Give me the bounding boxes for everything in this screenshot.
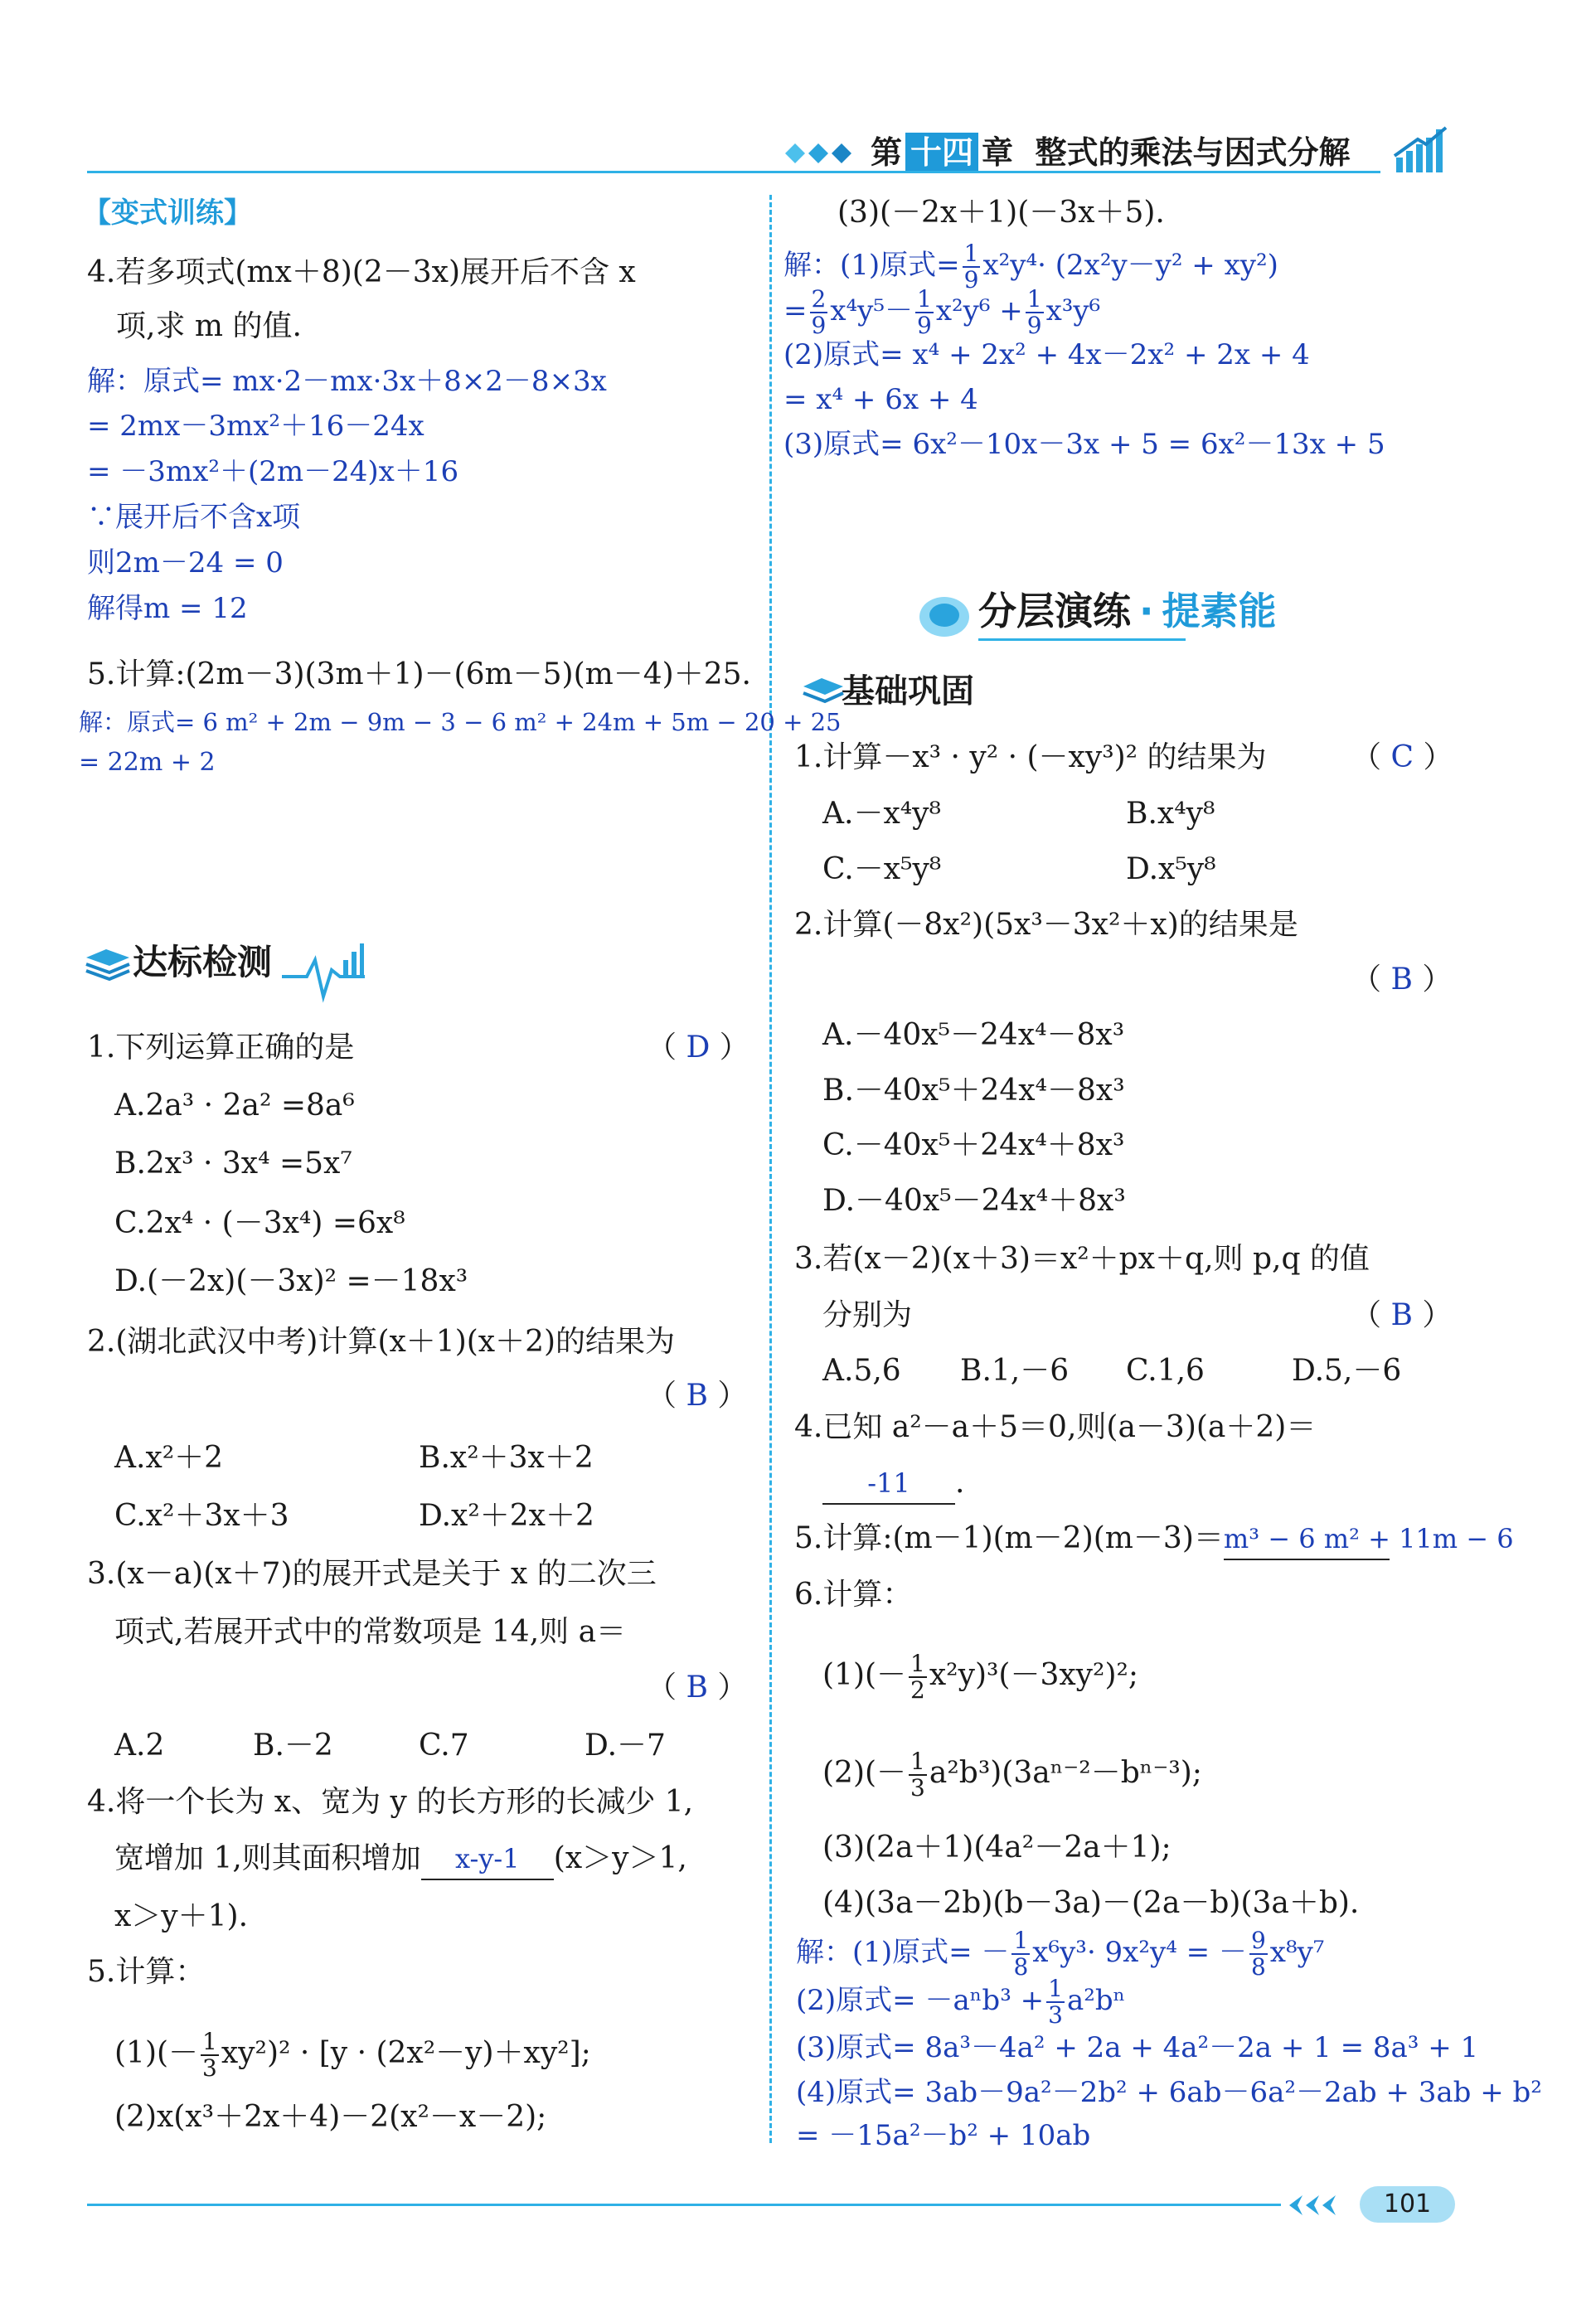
- j6-part3: (3)(2a＋1)(4a²－2a＋1);: [822, 1831, 1172, 1865]
- d5-part2: (2)x(x³＋2x＋4)－2(x²－x－2);: [114, 2100, 547, 2134]
- fenceng-label: 分层演练: [978, 589, 1131, 633]
- chapter-number: 十四: [905, 133, 978, 172]
- denominator: 3: [1048, 2001, 1063, 2029]
- d4-stem-line1: 4.将一个长为 x、宽为 y 的长方形的长减少 1,: [87, 1785, 694, 1819]
- fraction: [1249, 1928, 1268, 1980]
- j1-stem: 1.计算－x³ · y² · (－xy³)² 的结果为: [794, 740, 1267, 774]
- d3-answer: B: [686, 1671, 708, 1705]
- q4-solution-line3: = －3mx²＋(2m－24)x＋16: [87, 455, 459, 488]
- j3-stem-line1: 3.若(x－2)(x＋3)＝x²＋px＋q,则 p,q 的值: [794, 1242, 1370, 1276]
- j3-option-a: A.5,6: [822, 1354, 901, 1388]
- d1-stem: 1.下列运算正确的是: [87, 1030, 355, 1064]
- right-sol1-line2: [783, 286, 1100, 338]
- j6-sol4-line2: = －15a²－b² + 10ab: [796, 2119, 1091, 2152]
- j1-answer-bracket: （ C ）: [1351, 740, 1453, 774]
- d4-stem-line2: [114, 1839, 687, 1880]
- sol-term: x⁸y⁷: [1269, 1936, 1325, 1969]
- j6-part2-rest: a²b³)(3aⁿ⁻²－bⁿ⁻³);: [929, 1756, 1202, 1790]
- denominator: 9: [963, 266, 979, 293]
- d2-stem: 2.(湖北武汉中考)计算(x＋1)(x＋2)的结果为: [87, 1325, 676, 1359]
- d5-part1: [114, 2029, 591, 2081]
- sol-term: x²y⁶ +: [935, 294, 1023, 327]
- j5-stem: 5.计算:(m－1)(m－2)(m－3)＝: [794, 1521, 1224, 1555]
- page-number: 101: [1383, 2189, 1432, 2219]
- d2-option-a: A.x²＋2: [114, 1441, 224, 1475]
- d2-option-b: B.x²＋3x＋2: [419, 1441, 594, 1475]
- header-arrows: [783, 137, 866, 170]
- dabiao-title: 达标检测: [133, 942, 273, 982]
- j3-option-b: B.1,－6: [960, 1354, 1070, 1388]
- j2-answer-bracket: （ B ）: [1351, 963, 1453, 997]
- fenceng-banner: [978, 584, 1276, 638]
- j5-answer-blank: m³ − 6 m² + 11m − 6: [1224, 1519, 1390, 1560]
- sol-expr: x²y⁴· (2x²y－y² + xy²): [982, 249, 1278, 282]
- j6-part1-prefix: (1)(－: [822, 1658, 907, 1692]
- q5-solution-line1: 解：原式= 6 m² + 2m − 9m − 3 − 6 m² + 24m + 5m − 20 + 25: [79, 708, 842, 736]
- j6-sol2: [796, 1976, 1125, 2028]
- denominator: 9: [916, 312, 932, 339]
- bar-chart-icon: [1393, 124, 1451, 179]
- d3-option-a: A.2: [114, 1729, 165, 1763]
- d4-stem-line3: x＞y＋1).: [114, 1899, 249, 1933]
- j5-line: [794, 1519, 1514, 1560]
- book-icon: [83, 941, 133, 986]
- right-sol2-line2: = x⁴ + 6x + 4: [783, 383, 978, 416]
- d1-option-b: B.2x³ · 3x⁴ =5x⁷: [114, 1147, 352, 1181]
- numerator: 1: [1013, 1927, 1029, 1954]
- j4-answer-line: -11 .: [822, 1463, 964, 1505]
- chapter-title: 整式的乘法与因式分解: [1035, 134, 1351, 171]
- header-rule: [87, 171, 1380, 173]
- fraction: [201, 2029, 219, 2081]
- j6-part4: (4)(3a－2b)(b－3a)－(2a－b)(3a＋b).: [822, 1886, 1360, 1920]
- j1-option-d: D.x⁵y⁸: [1126, 852, 1216, 886]
- denominator: 8: [1013, 1953, 1029, 1981]
- q4-solution-line2: = 2mx－3mx²＋16－24x: [87, 410, 424, 443]
- j6-part1-rest: x²y)³(－3xy²)²;: [929, 1658, 1139, 1692]
- sol-eq: =: [783, 294, 808, 327]
- column-divider: [769, 195, 772, 2143]
- j2-stem: 2.计算(－8x²)(5x³－3x²＋x)的结果是: [794, 908, 1298, 942]
- q4-solution-line6: 解得m = 12: [87, 592, 248, 625]
- numerator: 1: [910, 1748, 925, 1775]
- pulse-chart-icon: [282, 937, 365, 1006]
- j6-part2-prefix: (2)(－: [822, 1756, 907, 1790]
- d3-stem-line2: 项式,若展开式中的常数项是 14,则 a＝: [114, 1615, 627, 1649]
- fraction: [909, 1749, 927, 1801]
- numerator: 1: [1026, 285, 1042, 313]
- d5-part1-prefix: (1)(－: [114, 2036, 199, 2070]
- q4-solution-line5: 则2m－24 = 0: [87, 546, 284, 580]
- numerator: 9: [1250, 1927, 1266, 1954]
- variant-heading: 【变式训练】: [83, 196, 252, 230]
- d1-answer: D: [686, 1030, 711, 1064]
- fraction: [1046, 1976, 1065, 2028]
- d2-answer: B: [686, 1379, 708, 1413]
- d2-option-c: C.x²＋3x＋3: [114, 1499, 289, 1533]
- numerator: 1: [916, 285, 932, 313]
- j6-stem: 6.计算：: [794, 1578, 913, 1612]
- d2-option-d: D.x²＋2x＋2: [419, 1499, 594, 1533]
- fraction: [915, 287, 934, 338]
- j2-answer: B: [1390, 963, 1413, 997]
- j6-part1: [822, 1651, 1138, 1703]
- j6-sol3: (3)原式= 8a³－4a² + 2a + 4a²－2a + 1 = 8a³ + 1: [796, 2031, 1479, 2064]
- numerator: 1: [963, 240, 979, 267]
- sol-expr: x⁶y³· 9x²y⁴ = －: [1032, 1936, 1247, 1969]
- fraction: [1026, 287, 1044, 338]
- sol-term: x⁴y⁵－: [830, 294, 913, 327]
- jichu-title: 基础巩固: [842, 672, 974, 710]
- j2-option-d: D.－40x⁵－24x⁴＋8x³: [822, 1184, 1126, 1218]
- j3-answer-bracket: （ B ）: [1351, 1298, 1453, 1332]
- d3-option-c: C.7: [419, 1729, 469, 1763]
- fraction: [1011, 1928, 1030, 1980]
- q5-stem: 5.计算:(2m－3)(3m＋1)－(6m－5)(m－4)＋25.: [87, 657, 751, 691]
- d3-stem-line1: 3.(x－a)(x＋7)的展开式是关于 x 的二次三: [87, 1557, 657, 1591]
- numerator: 1: [202, 2028, 217, 2055]
- d4-stem-text: 宽增加 1,则其面积增加: [114, 1841, 421, 1875]
- banner-underline: [978, 638, 1186, 641]
- sol-label: 解：(1)原式=: [783, 249, 960, 282]
- d3-answer-bracket: （ B ）: [647, 1671, 748, 1705]
- d4-condition: (x＞y＞1,: [553, 1841, 687, 1875]
- denominator: 8: [1250, 1953, 1266, 1981]
- j4-answer-blank: -11: [822, 1463, 955, 1505]
- denominator: 3: [910, 1774, 925, 1802]
- q4-stem-line2: 项,求 m 的值.: [116, 309, 302, 343]
- sol-term: x³y⁶: [1045, 294, 1101, 327]
- q4-stem-line1: 4.若多项式(mx＋8)(2－3x)展开后不含 x: [87, 255, 636, 289]
- sol-term: a²bⁿ: [1066, 1984, 1126, 2017]
- fenceng-sublabel: 提素能: [1162, 589, 1277, 633]
- denominator: 9: [1026, 312, 1042, 339]
- chapter-suffix: 章: [982, 134, 1014, 171]
- d4-answer-blank: x-y-1: [421, 1839, 554, 1880]
- sol-expr: (2)原式= －aⁿb³ +: [796, 1984, 1045, 2017]
- denominator: 2: [910, 1676, 925, 1704]
- denominator: 9: [811, 312, 827, 339]
- j1-option-b: B.x⁴y⁸: [1126, 797, 1215, 831]
- chapter-header: [871, 133, 1351, 172]
- d3-option-d: D.－7: [585, 1729, 666, 1763]
- j6-part2: [822, 1749, 1202, 1801]
- d5-part1-rest: xy²)² · [y · (2x²－y)＋xy²];: [221, 2036, 591, 2070]
- j3-option-c: C.1,6: [1126, 1354, 1205, 1388]
- q4-solution-line1: 解：原式= mx·2－mx·3x＋8×2－8×3x: [87, 365, 607, 398]
- numerator: 1: [910, 1650, 925, 1677]
- arrow-decor-icon: [783, 137, 866, 170]
- footer-rule: [87, 2204, 1281, 2206]
- book-icon: [800, 672, 847, 713]
- q5-solution-line2: = 22m + 2: [79, 748, 216, 777]
- fraction: [810, 287, 828, 338]
- q4-solution-line4: ∵展开后不含x项: [87, 501, 301, 534]
- j6-sol4-line1: (4)原式= 3ab－9a²－2b² + 6ab－6a²－2ab + 3ab + b²: [796, 2076, 1542, 2109]
- numerator: 1: [1048, 1975, 1063, 2002]
- j2-option-a: A.－40x⁵－24x⁴－8x³: [822, 1018, 1125, 1052]
- footer-arrows-icon: [1281, 2189, 1347, 2225]
- sol-label: 解：(1)原式= －: [796, 1936, 1010, 1969]
- j3-stem-line2: 分别为: [822, 1298, 913, 1332]
- d1-option-d: D.(－2x)(－3x)² =－18x³: [114, 1264, 468, 1298]
- d3-option-b: B.－2: [253, 1729, 333, 1763]
- j2-option-c: C.－40x⁵＋24x⁴＋8x³: [822, 1128, 1125, 1162]
- j2-option-b: B.－40x⁵＋24x⁴－8x³: [822, 1074, 1125, 1108]
- numerator: 2: [811, 285, 827, 313]
- denominator: 3: [202, 2054, 217, 2082]
- right-sol3: (3)原式= 6x²－10x－3x + 5 = 6x²－13x + 5: [783, 428, 1385, 461]
- d1-option-c: C.2x⁴ · (－3x⁴) =6x⁸: [114, 1206, 405, 1240]
- fraction: [963, 241, 981, 293]
- j4-stem: 4.已知 a²－a＋5＝0,则(a－3)(a＋2)＝: [794, 1410, 1317, 1444]
- j1-option-a: A.－x⁴y⁸: [822, 797, 941, 831]
- j3-option-d: D.5,－6: [1292, 1354, 1402, 1388]
- d5-stem: 5.计算：: [87, 1955, 206, 1989]
- fenceng-dot: ·: [1139, 589, 1154, 633]
- right-part3: (3)(－2x＋1)(－3x＋5).: [837, 196, 1165, 230]
- d2-answer-bracket: （ B ）: [647, 1379, 748, 1413]
- j1-answer: C: [1390, 740, 1414, 774]
- j6-sol1: [796, 1928, 1324, 1980]
- chapter-prefix: 第: [871, 134, 903, 171]
- d1-answer-bracket: （ D ）: [647, 1030, 749, 1064]
- fraction: [909, 1651, 927, 1703]
- right-sol2-line1: (2)原式= x⁴ + 2x² + 4x－2x² + 2x + 4: [783, 338, 1310, 371]
- globe-icon: [916, 590, 974, 643]
- j1-option-c: C.－x⁵y⁸: [822, 852, 942, 886]
- d1-option-a: A.2a³ · 2a² =8a⁶: [114, 1089, 355, 1123]
- page-number-badge: [1360, 2186, 1455, 2223]
- j3-answer: B: [1390, 1298, 1413, 1332]
